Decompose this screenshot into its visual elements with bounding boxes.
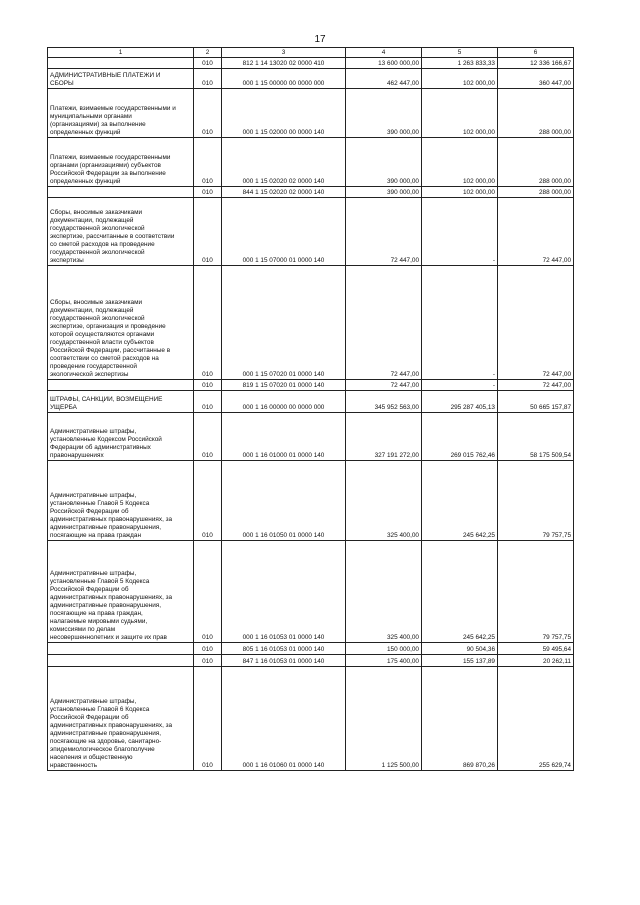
row-line-code: 010 [194,380,222,391]
row-executed-amount: 1 263 833,33 [422,58,498,69]
row-approved-amount: 462 447,00 [346,69,422,89]
row-budget-classification-code: 000 1 15 00000 00 0000 000 [222,69,346,89]
row-budget-classification-code: 000 1 16 01000 01 0000 140 [222,413,346,461]
table-row [48,58,574,69]
row-budget-classification-code: 000 1 15 02020 02 0000 140 [222,138,346,187]
row-approved-amount: 175 400,00 [346,655,422,667]
column-header: 2 [194,48,222,58]
row-description: Административные штрафы, установленные Главой 6 Кодекса Российской Федерации об административных правонарушениях, за административные правонарушения, посягающие на здоровье, санитарно- эпидемиологическое благополучие населения и общественную нравственность [48,667,194,771]
row-line-code: 010 [194,413,222,461]
row-executed-amount: 869 870,26 [422,667,498,771]
table-row [48,655,574,667]
table-row [48,380,574,391]
column-header: 3 [222,48,346,58]
row-line-code: 010 [194,187,222,198]
row-line-code: 010 [194,461,222,541]
row-description: Административные штрафы, установленные Главой 5 Кодекса Российской Федерации об административных правонарушениях, за административные правонарушения, посягающие на права граждан, налагаемые мировыми судьями, комиссиями по делам несовершеннолетних и защите их прав [48,541,194,643]
row-budget-classification-code: 000 1 15 07000 01 0000 140 [222,198,346,266]
column-header: 6 [498,48,574,58]
column-header: 1 [48,48,194,58]
table-row [48,391,574,413]
table-row [48,413,574,461]
table-row [48,266,574,380]
row-approved-amount: 1 125 500,00 [346,667,422,771]
row-unexecuted-amount: 72 447,00 [498,380,574,391]
row-description [48,187,194,198]
row-approved-amount: 150 000,00 [346,643,422,655]
row-executed-amount: 295 287 405,13 [422,391,498,413]
row-unexecuted-amount: 288 000,00 [498,138,574,187]
row-budget-classification-code: 819 1 15 07020 01 0000 140 [222,380,346,391]
row-description: Сборы, вносимые заказчиками документации, подлежащей государственной экологической экспертизе, организация и проведение которой осуществляются органами государственной власти субъектов Российской Федерации, рассчитанные в соответствии со сметой расходов на проведение государственной экологической экспертизы [48,266,194,380]
row-line-code: 010 [194,266,222,380]
table-row [48,461,574,541]
row-line-code: 010 [194,391,222,413]
row-budget-classification-code: 000 1 16 01060 01 0000 140 [222,667,346,771]
row-budget-classification-code: 000 1 16 01050 01 0000 140 [222,461,346,541]
row-unexecuted-amount: 58 175 509,54 [498,413,574,461]
row-unexecuted-amount: 79 757,75 [498,541,574,643]
row-line-code: 010 [194,198,222,266]
row-executed-amount: 102 000,00 [422,138,498,187]
row-approved-amount: 390 000,00 [346,89,422,138]
table-row [48,643,574,655]
row-description: Административные штрафы, установленные Главой 5 Кодекса Российской Федерации об административных правонарушениях, за административные правонарушения, посягающие на права граждан [48,461,194,541]
row-approved-amount: 72 447,00 [346,198,422,266]
row-budget-classification-code: 000 1 16 00000 00 0000 000 [222,391,346,413]
row-description: Платежи, взимаемые государственными органами (организациями) субъектов Российской Федерации за выполнение определенных функций [48,138,194,187]
row-approved-amount: 72 447,00 [346,380,422,391]
row-approved-amount: 327 191 272,00 [346,413,422,461]
row-approved-amount: 390 000,00 [346,138,422,187]
table-row [48,69,574,89]
budget-execution-table [47,47,574,771]
row-unexecuted-amount: 12 336 166,67 [498,58,574,69]
row-executed-amount: - [422,266,498,380]
table-row [48,667,574,771]
row-executed-amount: 90 504,36 [422,643,498,655]
row-line-code: 010 [194,667,222,771]
row-budget-classification-code: 844 1 15 02020 02 0000 140 [222,187,346,198]
row-executed-amount: 102 000,00 [422,89,498,138]
row-unexecuted-amount: 288 000,00 [498,89,574,138]
row-approved-amount: 72 447,00 [346,266,422,380]
row-executed-amount: 245 642,25 [422,461,498,541]
row-executed-amount: 155 137,89 [422,655,498,667]
row-executed-amount: - [422,380,498,391]
table-row [48,198,574,266]
table-row [48,541,574,643]
row-line-code: 010 [194,138,222,187]
column-number-header [48,48,574,58]
column-header: 4 [346,48,422,58]
row-description: Сборы, вносимые заказчиками документации, подлежащей государственной экологической экспертизе, рассчитанные в соответствии со сметой расходов на проведение государственной экологической экспертизы [48,198,194,266]
row-line-code: 010 [194,89,222,138]
row-line-code: 010 [194,655,222,667]
row-executed-amount: 269 015 762,46 [422,413,498,461]
row-unexecuted-amount: 59 495,64 [498,643,574,655]
row-budget-classification-code: 812 1 14 13020 02 0000 410 [222,58,346,69]
row-budget-classification-code: 805 1 16 01053 01 0000 140 [222,643,346,655]
row-description [48,655,194,667]
row-line-code: 010 [194,58,222,69]
row-budget-classification-code: 000 1 16 01053 01 0000 140 [222,541,346,643]
table-row [48,187,574,198]
table-row [48,138,574,187]
row-approved-amount: 345 952 563,00 [346,391,422,413]
row-approved-amount: 390 000,00 [346,187,422,198]
row-line-code: 010 [194,69,222,89]
row-line-code: 010 [194,643,222,655]
row-unexecuted-amount: 72 447,00 [498,266,574,380]
row-description: ШТРАФЫ, САНКЦИИ, ВОЗМЕЩЕНИЕ УЩЕРБА [48,391,194,413]
row-budget-classification-code: 000 1 15 07020 01 0000 140 [222,266,346,380]
row-description: Административные штрафы, установленные Кодексом Российской Федерации об административных правонарушениях [48,413,194,461]
row-approved-amount: 13 600 000,00 [346,58,422,69]
row-approved-amount: 325 400,00 [346,541,422,643]
row-approved-amount: 325 400,00 [346,461,422,541]
row-executed-amount: - [422,198,498,266]
row-unexecuted-amount: 79 757,75 [498,461,574,541]
row-line-code: 010 [194,541,222,643]
table-row [48,89,574,138]
row-unexecuted-amount: 72 447,00 [498,198,574,266]
row-unexecuted-amount: 360 447,00 [498,69,574,89]
column-header: 5 [422,48,498,58]
row-budget-classification-code: 000 1 15 02000 00 0000 140 [222,89,346,138]
row-budget-classification-code: 847 1 16 01053 01 0000 140 [222,655,346,667]
row-description [48,643,194,655]
row-description [48,380,194,391]
row-executed-amount: 102 000,00 [422,69,498,89]
row-unexecuted-amount: 288 000,00 [498,187,574,198]
row-unexecuted-amount: 20 262,11 [498,655,574,667]
row-unexecuted-amount: 50 665 157,87 [498,391,574,413]
row-description: АДМИНИСТРАТИВНЫЕ ПЛАТЕЖИ И СБОРЫ [48,69,194,89]
row-description [48,58,194,69]
row-description: Платежи, взимаемые государственными и муниципальными органами (организациями) за выполнение определенных функций [48,89,194,138]
row-executed-amount: 102 000,00 [422,187,498,198]
row-executed-amount: 245 642,25 [422,541,498,643]
page-number: 17 [314,34,326,45]
row-unexecuted-amount: 255 629,74 [498,667,574,771]
